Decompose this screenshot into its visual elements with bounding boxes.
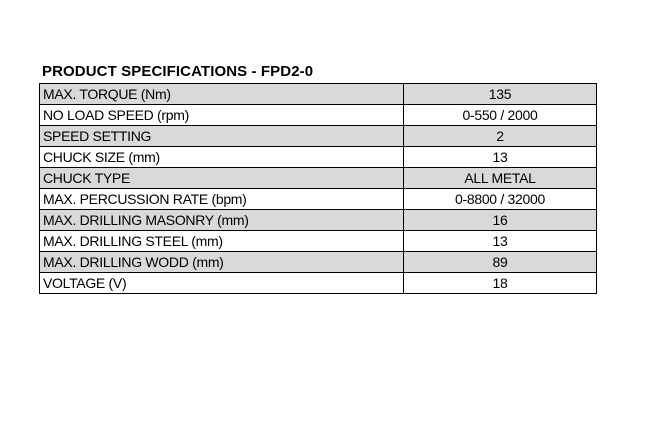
spec-row-max-torque (40, 84, 597, 105)
spec-value: 2 (404, 126, 597, 147)
spec-label: NO LOAD SPEED (rpm) (40, 105, 404, 126)
spec-value: 135 (404, 84, 597, 105)
spec-row-chuck-size (40, 147, 597, 168)
spec-value: 89 (404, 252, 597, 273)
spec-sheet (39, 62, 596, 294)
spec-value: 13 (404, 147, 597, 168)
spec-label: VOLTAGE (V) (40, 273, 404, 294)
spec-value: 0-8800 / 32000 (404, 189, 597, 210)
spec-row-chuck-type (40, 168, 597, 189)
spec-row-no-load-speed (40, 105, 597, 126)
spec-label: SPEED SETTING (40, 126, 404, 147)
spec-value: 18 (404, 273, 597, 294)
page-title: PRODUCT SPECIFICATIONS - FPD2-0 (42, 63, 314, 80)
spec-label: MAX. TORQUE (Nm) (40, 84, 404, 105)
spec-row-speed-setting (40, 126, 597, 147)
spec-label: MAX. PERCUSSION RATE (bpm) (40, 189, 404, 210)
spec-table (39, 83, 597, 294)
spec-row-percussion-rate (40, 189, 597, 210)
spec-label: MAX. DRILLING STEEL (mm) (40, 231, 404, 252)
spec-row-drilling-wood (40, 252, 597, 273)
spec-value: 0-550 / 2000 (404, 105, 597, 126)
spec-value: 16 (404, 210, 597, 231)
spec-label: CHUCK TYPE (40, 168, 404, 189)
spec-value: 13 (404, 231, 597, 252)
spec-value: ALL METAL (404, 168, 597, 189)
spec-label: CHUCK SIZE (mm) (40, 147, 404, 168)
spec-label: MAX. DRILLING MASONRY (mm) (40, 210, 404, 231)
spec-row-voltage (40, 273, 597, 294)
spec-row-drilling-steel (40, 231, 597, 252)
spec-label: MAX. DRILLING WODD (mm) (40, 252, 404, 273)
spec-row-drilling-masonry (40, 210, 597, 231)
